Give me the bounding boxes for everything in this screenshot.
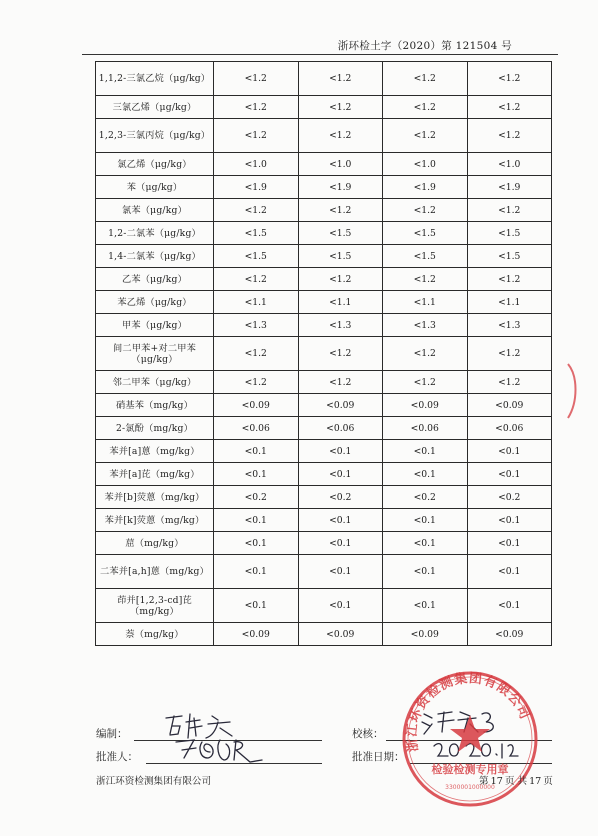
result-value: <1.5 bbox=[383, 222, 468, 245]
result-value: <1.2 bbox=[214, 199, 299, 222]
result-value: <0.1 bbox=[467, 532, 552, 555]
result-value: <0.1 bbox=[298, 440, 383, 463]
result-value: <0.1 bbox=[383, 440, 468, 463]
result-value: <1.1 bbox=[298, 291, 383, 314]
result-value: <0.06 bbox=[467, 417, 552, 440]
result-value: <1.5 bbox=[383, 245, 468, 268]
table-row bbox=[96, 532, 552, 555]
result-value: <1.9 bbox=[383, 176, 468, 199]
result-value: <1.3 bbox=[298, 314, 383, 337]
result-value: <0.1 bbox=[383, 532, 468, 555]
result-value: <0.2 bbox=[383, 486, 468, 509]
result-value: <1.2 bbox=[214, 371, 299, 394]
result-value: <1.1 bbox=[214, 291, 299, 314]
result-value: <1.2 bbox=[298, 268, 383, 291]
table-row bbox=[96, 486, 552, 509]
table-row bbox=[96, 440, 552, 463]
result-value: <1.2 bbox=[383, 199, 468, 222]
result-value: <0.1 bbox=[298, 509, 383, 532]
result-value: <1.2 bbox=[383, 371, 468, 394]
result-value: <0.2 bbox=[298, 486, 383, 509]
result-value: <1.0 bbox=[298, 153, 383, 176]
result-value: <0.1 bbox=[214, 509, 299, 532]
result-value: <0.2 bbox=[214, 486, 299, 509]
result-value: <0.1 bbox=[467, 463, 552, 486]
parameter-name: 邻二甲苯（μg/kg） bbox=[96, 371, 214, 394]
parameter-name: 茚并[1,2,3-cd]芘（mg/kg） bbox=[96, 589, 214, 623]
table-row bbox=[96, 394, 552, 417]
parameter-name: 2-氯酚（mg/kg） bbox=[96, 417, 214, 440]
result-value: <0.1 bbox=[214, 589, 299, 623]
official-seal-stamp bbox=[396, 665, 544, 813]
seal-number-text: 3300001000000 bbox=[445, 784, 495, 791]
result-value: <1.1 bbox=[467, 291, 552, 314]
parameter-name: 氯乙烯（μg/kg） bbox=[96, 153, 214, 176]
result-value: <1.0 bbox=[214, 153, 299, 176]
result-value: <0.1 bbox=[214, 555, 299, 589]
result-value: <0.1 bbox=[467, 440, 552, 463]
result-value: <1.2 bbox=[298, 199, 383, 222]
table-row bbox=[96, 222, 552, 245]
result-value: <0.09 bbox=[467, 623, 552, 646]
parameter-name: 苯（μg/kg） bbox=[96, 176, 214, 199]
result-value: <0.1 bbox=[383, 463, 468, 486]
table-row bbox=[96, 509, 552, 532]
parameter-name: 间二甲苯+对二甲苯（μg/kg） bbox=[96, 337, 214, 371]
table-row bbox=[96, 371, 552, 394]
result-value: <1.2 bbox=[467, 62, 552, 96]
result-value: <1.3 bbox=[214, 314, 299, 337]
result-value: <1.2 bbox=[298, 119, 383, 153]
result-value: <0.09 bbox=[298, 623, 383, 646]
parameter-name: 苯并[a]蒽（mg/kg） bbox=[96, 440, 214, 463]
result-value: <1.2 bbox=[467, 96, 552, 119]
result-value: <1.0 bbox=[383, 153, 468, 176]
table-row bbox=[96, 314, 552, 337]
parameter-name: 甲苯（μg/kg） bbox=[96, 314, 214, 337]
result-value: <1.2 bbox=[467, 268, 552, 291]
result-value: <0.1 bbox=[383, 555, 468, 589]
result-value: <0.1 bbox=[214, 532, 299, 555]
result-value: <0.09 bbox=[467, 394, 552, 417]
result-value: <0.06 bbox=[298, 417, 383, 440]
parameter-name: 苯乙烯（μg/kg） bbox=[96, 291, 214, 314]
page-indicator bbox=[478, 773, 554, 787]
parameter-name: 1,2-二氯苯（μg/kg） bbox=[96, 222, 214, 245]
result-value: <1.5 bbox=[467, 222, 552, 245]
reviewer-label: 校核： bbox=[352, 728, 384, 740]
result-value: <1.2 bbox=[214, 337, 299, 371]
result-value: <1.9 bbox=[298, 176, 383, 199]
result-value: <1.2 bbox=[214, 96, 299, 119]
result-value: <0.06 bbox=[214, 417, 299, 440]
parameter-name: 1,2,3-三氯丙烷（μg/kg） bbox=[96, 119, 214, 153]
page-current: 17 bbox=[490, 776, 503, 787]
table-row bbox=[96, 62, 552, 96]
seal-purpose-text: 检验检测专用章 bbox=[431, 763, 509, 776]
parameter-name: 苯并[k]荧蒽（mg/kg） bbox=[96, 509, 214, 532]
approver-handwritten-signature bbox=[172, 734, 264, 768]
result-value: <1.2 bbox=[298, 96, 383, 119]
table-row bbox=[96, 623, 552, 646]
result-value: <1.2 bbox=[383, 96, 468, 119]
parameter-name: 硝基苯（mg/kg） bbox=[96, 394, 214, 417]
page-suffix: 页 bbox=[543, 776, 553, 787]
result-value: <0.09 bbox=[383, 394, 468, 417]
result-value: <0.09 bbox=[214, 623, 299, 646]
result-value: <0.1 bbox=[298, 555, 383, 589]
result-value: <1.5 bbox=[214, 222, 299, 245]
result-value: <1.1 bbox=[383, 291, 468, 314]
result-value: <0.1 bbox=[298, 532, 383, 555]
result-value: <1.3 bbox=[467, 314, 552, 337]
result-value: <0.06 bbox=[383, 417, 468, 440]
result-value: <1.2 bbox=[383, 62, 468, 96]
page-total: 17 bbox=[529, 776, 542, 787]
result-value: <0.1 bbox=[214, 463, 299, 486]
result-value: <1.2 bbox=[298, 62, 383, 96]
result-value: <0.1 bbox=[467, 555, 552, 589]
parameter-name: 氯苯（μg/kg） bbox=[96, 199, 214, 222]
parameter-name: 苯并[a]芘（mg/kg） bbox=[96, 463, 214, 486]
table-row bbox=[96, 268, 552, 291]
page-mid: 页 共 bbox=[504, 776, 528, 787]
page-prefix: 第 bbox=[479, 776, 489, 787]
result-value: <0.1 bbox=[383, 509, 468, 532]
table-row bbox=[96, 176, 552, 199]
result-value: <0.09 bbox=[298, 394, 383, 417]
result-value: <1.2 bbox=[467, 371, 552, 394]
result-value: <1.2 bbox=[383, 119, 468, 153]
parameter-name: 1,4-二氯苯（μg/kg） bbox=[96, 245, 214, 268]
result-value: <1.5 bbox=[214, 245, 299, 268]
table-row bbox=[96, 417, 552, 440]
seal-org-text: 浙江环资检测集团有限公司 bbox=[404, 671, 533, 753]
parameter-name: 萘（mg/kg） bbox=[96, 623, 214, 646]
result-value: <1.9 bbox=[214, 176, 299, 199]
result-value: <0.2 bbox=[467, 486, 552, 509]
table-row bbox=[96, 463, 552, 486]
editor-label: 编制： bbox=[96, 728, 128, 740]
result-value: <0.1 bbox=[467, 589, 552, 623]
table-row bbox=[96, 119, 552, 153]
parameter-name: 乙苯（μg/kg） bbox=[96, 268, 214, 291]
result-value: <1.2 bbox=[383, 268, 468, 291]
result-value: <0.09 bbox=[214, 394, 299, 417]
approver-label: 批准人： bbox=[96, 751, 138, 763]
header-rule bbox=[82, 54, 558, 55]
parameter-name: 二苯并[a,h]蒽（mg/kg） bbox=[96, 555, 214, 589]
parameter-name: 䓛（mg/kg） bbox=[96, 532, 214, 555]
results-table bbox=[95, 61, 552, 646]
table-row bbox=[96, 96, 552, 119]
table-row bbox=[96, 337, 552, 371]
report-number: 浙环检土字（2020）第 121504 号 bbox=[337, 40, 512, 52]
parameter-name: 1,1,2-三氯乙烷（μg/kg） bbox=[96, 62, 214, 96]
result-value: <0.1 bbox=[298, 463, 383, 486]
table-row bbox=[96, 153, 552, 176]
result-value: <1.2 bbox=[298, 337, 383, 371]
approval-date-label: 批准日期： bbox=[352, 751, 405, 763]
result-value: <1.2 bbox=[467, 337, 552, 371]
table-row bbox=[96, 199, 552, 222]
table-row bbox=[96, 589, 552, 623]
result-value: <0.1 bbox=[298, 589, 383, 623]
result-value: <1.0 bbox=[467, 153, 552, 176]
result-value: <0.1 bbox=[467, 509, 552, 532]
result-value: <1.5 bbox=[298, 222, 383, 245]
result-value: <0.1 bbox=[383, 589, 468, 623]
result-value: <0.1 bbox=[214, 440, 299, 463]
result-value: <0.09 bbox=[383, 623, 468, 646]
table-row bbox=[96, 291, 552, 314]
results-table-body bbox=[96, 62, 552, 646]
result-value: <1.2 bbox=[467, 119, 552, 153]
result-value: <1.2 bbox=[214, 268, 299, 291]
footer-company: 浙江环资检测集团有限公司 bbox=[96, 776, 212, 787]
page-edge-mark bbox=[562, 362, 582, 420]
table-row bbox=[96, 555, 552, 589]
parameter-name: 苯并[b]荧蒽（mg/kg） bbox=[96, 486, 214, 509]
parameter-name: 三氯乙烯（μg/kg） bbox=[96, 96, 214, 119]
result-value: <1.5 bbox=[298, 245, 383, 268]
result-value: <1.5 bbox=[467, 245, 552, 268]
result-value: <1.2 bbox=[214, 119, 299, 153]
result-value: <1.2 bbox=[383, 337, 468, 371]
result-value: <1.3 bbox=[383, 314, 468, 337]
result-value: <1.2 bbox=[214, 62, 299, 96]
result-value: <1.2 bbox=[298, 371, 383, 394]
table-row bbox=[96, 245, 552, 268]
result-value: <1.9 bbox=[467, 176, 552, 199]
result-value: <1.2 bbox=[467, 199, 552, 222]
